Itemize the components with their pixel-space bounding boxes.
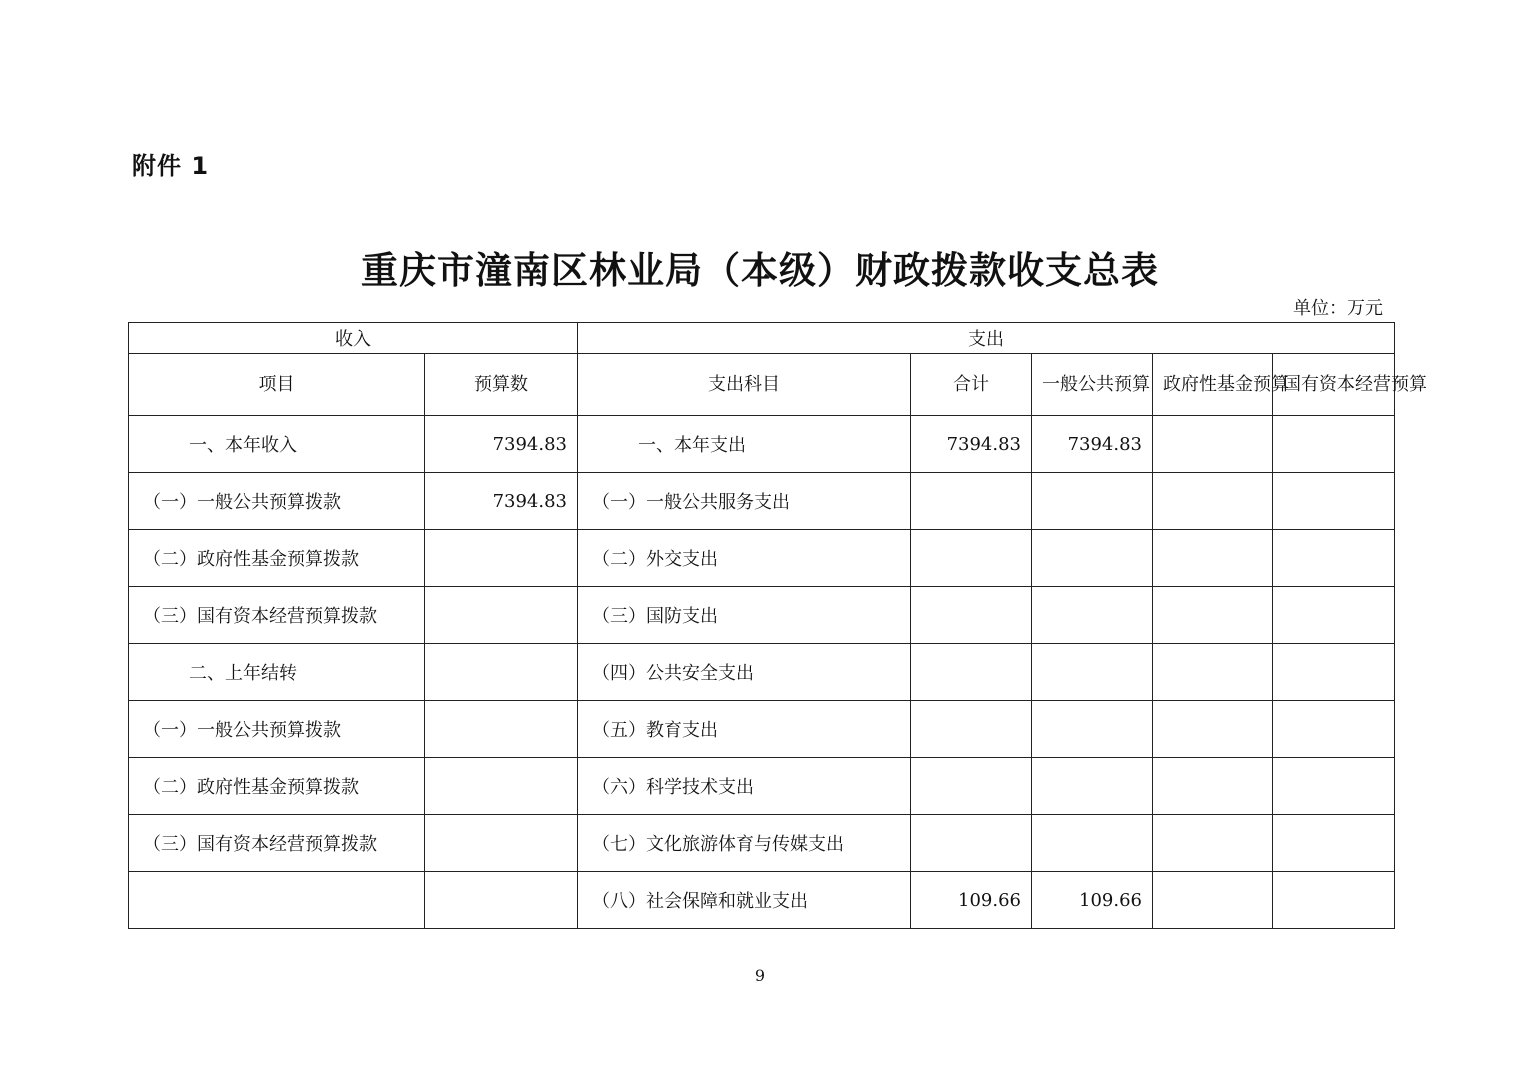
fund-budget-cell — [1153, 530, 1273, 587]
page-title: 重庆市潼南区林业局（本级）财政拨款收支总表 — [361, 248, 1159, 292]
expense-item-cell: 一、本年支出 — [578, 416, 911, 473]
header-gov-fund-budget: 政府性基金预算 — [1153, 354, 1273, 416]
fund-budget-cell — [1153, 416, 1273, 473]
income-amount-cell — [425, 587, 578, 644]
capital-budget-cell — [1273, 587, 1395, 644]
table-row — [129, 587, 1395, 644]
total-cell — [911, 758, 1032, 815]
income-item-cell — [129, 872, 425, 929]
fund-budget-cell — [1153, 701, 1273, 758]
income-section-header: 收入 — [129, 323, 578, 354]
income-item-cell: （三）国有资本经营预算拨款 — [129, 587, 425, 644]
budget-table — [128, 322, 1427, 929]
income-amount-cell: 7394.83 — [425, 416, 578, 473]
expense-item-cell: （八）社会保障和就业支出 — [578, 872, 911, 929]
general-budget-cell — [1032, 473, 1153, 530]
income-amount-cell — [425, 530, 578, 587]
table-row — [129, 701, 1395, 758]
capital-budget-cell — [1273, 815, 1395, 872]
total-cell — [911, 644, 1032, 701]
total-cell — [911, 473, 1032, 530]
header-general-public-budget: 一般公共预算 — [1032, 354, 1153, 416]
income-amount-cell — [425, 644, 578, 701]
expense-item-cell: （四）公共安全支出 — [578, 644, 911, 701]
table-row — [129, 473, 1395, 530]
total-cell — [911, 587, 1032, 644]
general-budget-cell — [1032, 815, 1153, 872]
total-cell — [911, 701, 1032, 758]
table-row — [129, 872, 1395, 929]
header-expense-item: 支出科目 — [578, 354, 911, 416]
expense-item-cell: （三）国防支出 — [578, 587, 911, 644]
income-item-cell: （二）政府性基金预算拨款 — [129, 758, 425, 815]
expense-item-cell: （二）外交支出 — [578, 530, 911, 587]
income-item-cell: （二）政府性基金预算拨款 — [129, 530, 425, 587]
total-cell — [911, 815, 1032, 872]
header-budget: 预算数 — [425, 354, 578, 416]
expense-item-cell: （六）科学技术支出 — [578, 758, 911, 815]
fund-budget-cell — [1153, 473, 1273, 530]
total-cell: 109.66 — [911, 872, 1032, 929]
table-row — [129, 416, 1395, 473]
income-amount-cell — [425, 701, 578, 758]
capital-budget-cell — [1273, 872, 1395, 929]
capital-budget-cell — [1273, 758, 1395, 815]
total-cell: 7394.83 — [911, 416, 1032, 473]
expense-section-header: 支出 — [578, 323, 1395, 354]
general-budget-cell — [1032, 587, 1153, 644]
general-budget-cell: 7394.83 — [1032, 416, 1153, 473]
income-item-cell: 一、本年收入 — [129, 416, 425, 473]
column-header-row — [129, 354, 1395, 416]
income-item-cell: 二、上年结转 — [129, 644, 425, 701]
expense-item-cell: （一）一般公共服务支出 — [578, 473, 911, 530]
table-row — [129, 758, 1395, 815]
income-amount-cell: 7394.83 — [425, 473, 578, 530]
table-row — [129, 530, 1395, 587]
general-budget-cell — [1032, 701, 1153, 758]
income-amount-cell — [425, 815, 578, 872]
income-item-cell: （一）一般公共预算拨款 — [129, 701, 425, 758]
table-row — [129, 815, 1395, 872]
general-budget-cell — [1032, 758, 1153, 815]
capital-budget-cell — [1273, 701, 1395, 758]
capital-budget-cell — [1273, 644, 1395, 701]
fund-budget-cell — [1153, 758, 1273, 815]
income-amount-cell — [425, 758, 578, 815]
general-budget-cell — [1032, 644, 1153, 701]
income-amount-cell — [425, 872, 578, 929]
attachment-label: 附件 1 — [132, 152, 210, 180]
total-cell — [911, 530, 1032, 587]
capital-budget-cell — [1273, 473, 1395, 530]
capital-budget-cell — [1273, 416, 1395, 473]
unit-label: 单位：万元 — [1293, 298, 1383, 319]
expense-item-cell: （五）教育支出 — [578, 701, 911, 758]
section-header-row — [129, 323, 1395, 354]
expense-item-cell: （七）文化旅游体育与传媒支出 — [578, 815, 911, 872]
general-budget-cell: 109.66 — [1032, 872, 1153, 929]
fund-budget-cell — [1153, 815, 1273, 872]
general-budget-cell — [1032, 530, 1153, 587]
header-total: 合计 — [911, 354, 1032, 416]
fund-budget-cell — [1153, 644, 1273, 701]
income-item-cell: （三）国有资本经营预算拨款 — [129, 815, 425, 872]
header-item: 项目 — [129, 354, 425, 416]
header-state-capital-budget: 国有资本经营预算 — [1273, 354, 1395, 416]
fund-budget-cell — [1153, 587, 1273, 644]
page-number: 9 — [754, 966, 766, 985]
table-row — [129, 644, 1395, 701]
fund-budget-cell — [1153, 872, 1273, 929]
capital-budget-cell — [1273, 530, 1395, 587]
income-item-cell: （一）一般公共预算拨款 — [129, 473, 425, 530]
